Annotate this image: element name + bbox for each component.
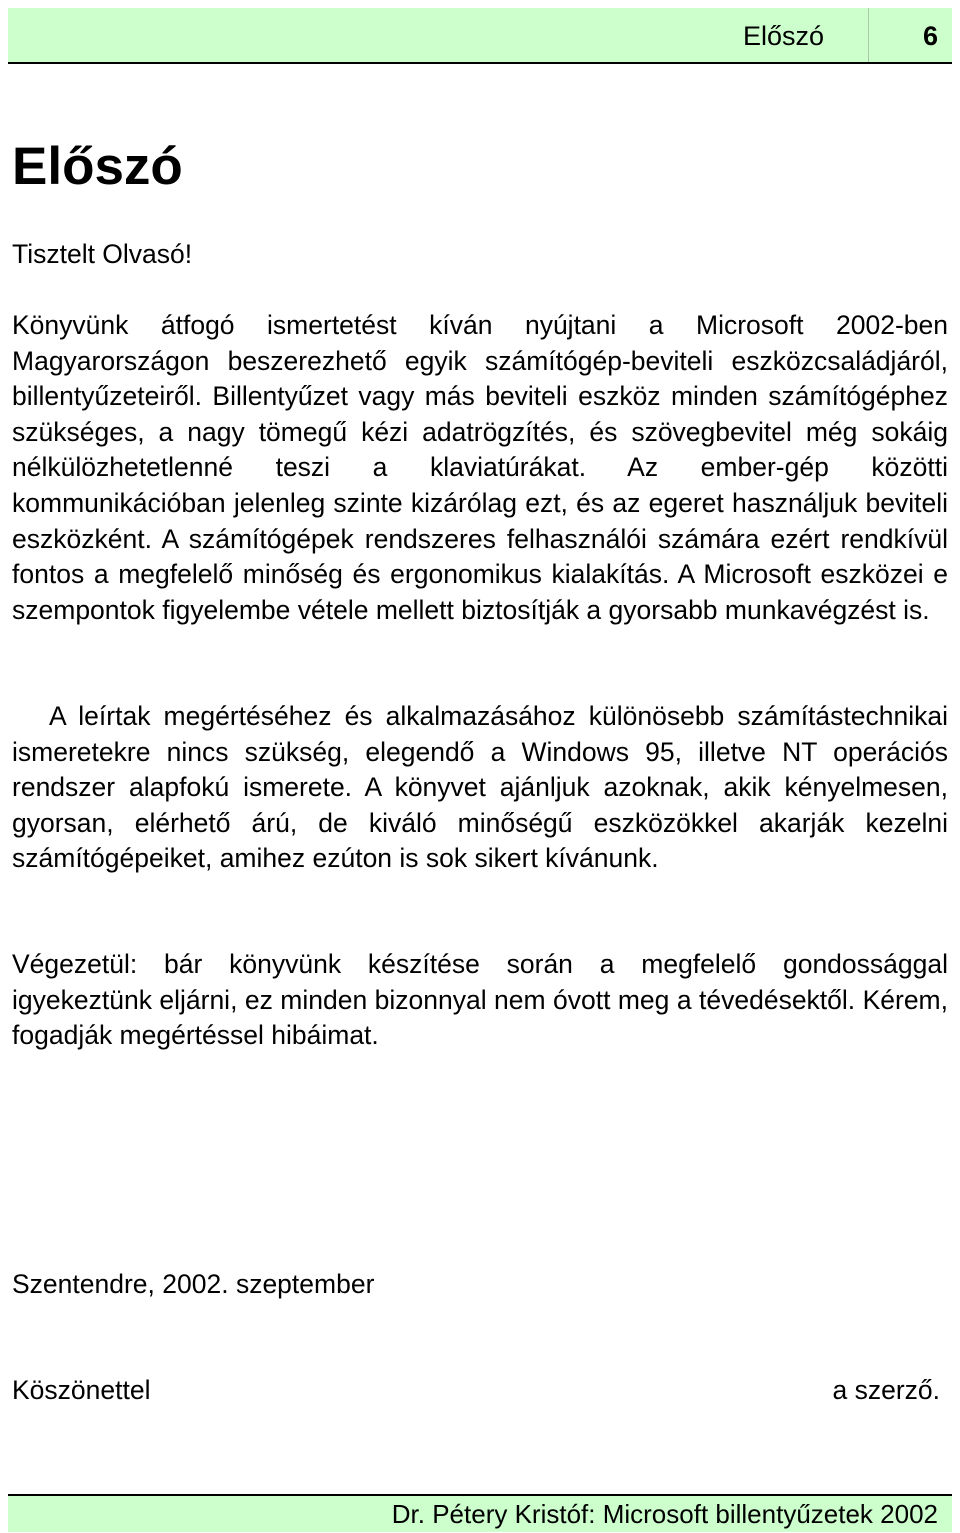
footer-text: Dr. Pétery Kristóf: Microsoft billentyűzetek 2002	[391, 1499, 938, 1529]
page-footer	[8, 1496, 952, 1532]
paragraph-3: Végezetül: bár könyvünk készítése során a megfelelő gondossággal igyekeztünk eljárni, ez minden bizonnyal nem óvott meg a tévedésektől. Kérem, fogadják megértéssel hibáimat.	[12, 949, 948, 1051]
page-title: Előszó	[12, 137, 183, 196]
greeting: Tisztelt Olvasó!	[12, 239, 193, 269]
header-divider	[868, 8, 869, 62]
closing-row	[12, 1373, 940, 1409]
place-date: Szentendre, 2002. szeptember	[12, 1269, 375, 1299]
closing-author: a szerző.	[832, 1375, 940, 1405]
header-rule	[8, 62, 952, 64]
paragraph-1: Könyvünk átfogó ismertetést kíván nyújtani a Microsoft 2002-ben Magyarországon beszerezhető egyik számítógép-beviteli eszközcsaládjáról, billentyűzeteiről. Billentyűzet vagy más beviteli eszköz minden számítógéphez szükséges, a nagy tömegű kézi adatrögzítés, és szövegbevitel még sokáig nélkülözhetetlenné teszi a klaviatúrákat. Az ember-gép közötti kommunikációban jelenleg szinte kizárólag ezt, és az egeret használjuk beviteli eszközként. A számítógépek rendszeres felhasználói számára ezért rendkívül fontos a megfelelő minőség és ergonomikus kialakítás. A Microsoft eszközei e szempontok figyelembe vétele mellett biztosítják a gyorsabb munkavégzést is.	[12, 310, 948, 625]
header-section-title: Előszó	[742, 21, 824, 51]
closing-thanks: Köszönettel	[12, 1375, 151, 1405]
paragraph-2: A leírtak megértéséhez és alkalmazásához különösebb számítástechnikai ismeretekre nincs szükség, elegendő a Windows 95, illetve NT operációs rendszer alapfokú ismerete. A könyvet ajánljuk azoknak, akik kényelmesen, gyorsan, elérhető árú, de kiváló minőségű eszközökkel akarják kezelni számítógépeiket, amihez ezúton is sok sikert kívánunk.	[12, 701, 948, 874]
page-header	[8, 8, 952, 62]
header-page-number: 6	[922, 21, 938, 51]
